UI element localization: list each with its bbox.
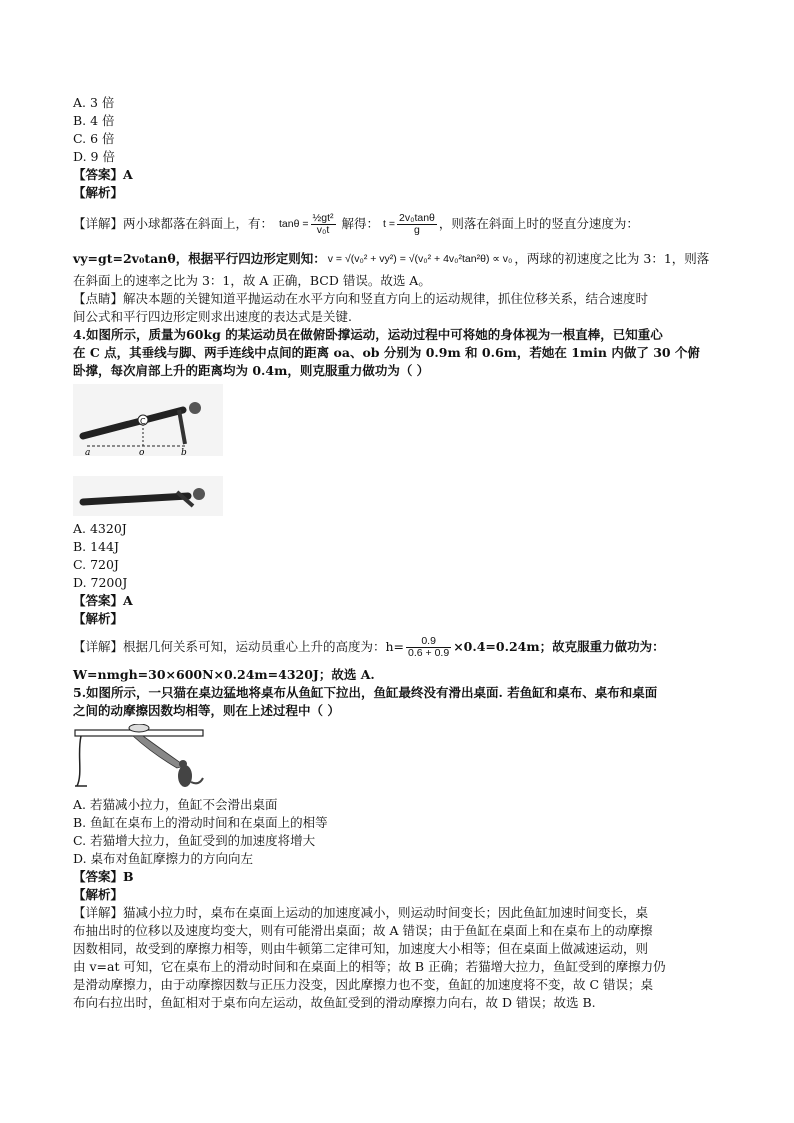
q4-fraction-den: 0.6 + 0.9 [408,646,450,659]
q3-formula2-den: g [414,223,420,236]
q3-detail-pre: 【详解】两小球都落在斜面上，有： [73,216,274,231]
q3-line2-formula: v = √(v₀² + vy²) = √(v₀² + 4v₀²tan²θ) ∝ v₀ [327,253,513,265]
q5-detail-line4: 由 v=at 可知，它在桌布上的滑动时间和在桌面上的相等；故 B 正确；若猫增大拉力，鱼缸受到的摩擦力仍 [73,959,666,974]
cat-table-illustration [73,724,213,792]
document-page [73,94,723,1012]
q4-answer: 【答案】A [73,593,133,608]
q4-fraction-num: 0.9 [406,636,451,648]
q3-solve-label: 解得： [341,216,380,231]
label-o: o [139,448,145,458]
q4-option-c[interactable]: C. 720J [73,557,119,572]
label-a: a [85,448,91,458]
q4-option-a[interactable]: A. 4320J [73,521,127,536]
cat-body [178,765,192,787]
cat-head [179,760,187,768]
q4-detail-line2: W=nmgh=30×600N×0.24m=4320J；故选 A. [73,667,375,682]
tablecloth [133,736,185,768]
q3-analysis-heading: 【解析】 [73,185,124,200]
q5-analysis-heading: 【解析】 [73,887,124,902]
q5-option-b[interactable]: B. 鱼缸在桌布上的滑动时间和在桌面上的相等 [73,815,328,830]
q3-option-d[interactable]: D. 9 倍 [73,149,115,164]
q5-detail-line6: 布向右拉出时，鱼缸相对于桌布向左运动，故鱼缸受到的滑动摩擦力向右，故 D 错误；故选 B. [73,995,596,1010]
q5-detail-line2: 布抽出时的位移以及速度均变大，则有可能滑出桌面；故 A 错误；由于鱼缸在桌面上和在桌布上的动摩擦 [73,923,653,938]
q5-cat-figure [73,724,213,792]
q3-formula1-lhs: tanθ = [279,218,309,230]
fish-tank [129,724,149,732]
q3-detail-mid: ，则落在斜面上时的竖直分速度为： [438,216,639,231]
q3-formula2-fraction [397,213,437,236]
q5-detail-line5: 是滑动摩擦力，由于动摩擦因数与正压力没变，因此摩擦力也不变，鱼缸的加速度将不变，故 C 错误；桌 [73,977,654,992]
label-b: b [181,448,187,458]
q4-height-fraction [406,636,451,659]
table-leg-left [77,736,81,786]
q5-option-c[interactable]: C. 若猫增大拉力，鱼缸受到的加速度将增大 [73,833,316,848]
pushup-bottom-head [193,488,205,500]
q3-formula1-fraction [311,213,336,236]
q5-detail-line1: 【详解】猫减小拉力时，桌布在桌面上运动的加速度减小，则运动时间变长；因此鱼缸加速时间变长，桌 [73,905,649,920]
q3-option-c[interactable]: C. 6 倍 [73,131,115,146]
q4-detail-line1 [73,628,723,666]
q5-stem-line2: 之间的动摩擦因数均相等，则在上述过程中（ ） [73,703,340,718]
q4-detail-pre: 【详解】根据几何关系可知，运动员重心上升的高度为：h= [73,639,405,654]
q3-option-a[interactable]: A. 3 倍 [73,95,115,110]
q3-option-b[interactable]: B. 4 倍 [73,113,115,128]
q5-stem-line1: 5.如图所示，一只猫在桌边猛地将桌布从鱼缸下拉出，鱼缸最终没有滑出桌面. 若鱼缸和桌布、桌布和桌面 [73,685,658,700]
q3-detail-line3: 在斜面上的速率之比为 3：1，故 A 正确，BCD 错误。故选 A。 [73,273,431,288]
q3-formula1-den: v₀t [316,223,330,236]
q4-detail-post: ×0.4=0.24m；故克服重力做功为： [453,639,665,654]
q5-option-a[interactable]: A. 若猫减小拉力，鱼缸不会滑出桌面 [73,797,278,812]
label-c: C [140,417,146,426]
q3-line2-b: ，两球的初速度之比为 3：1，则落 [514,251,710,266]
q4-stem-line1: 4.如图所示，质量为60kg 的某运动员在做俯卧撑运动，运动过程中可将她的身体视为一根直棒，已知重心 [73,327,663,342]
q3-answer: 【答案】A [73,167,133,182]
q3-formula2-lhs: t = [383,218,396,230]
q4-pushup-figure [73,384,223,516]
q4-stem-line3: 卧撑，每次肩部上升的距离均为 0.4m，则克服重力做功为（ ） [73,363,430,378]
q4-option-d[interactable]: D. 7200J [73,575,128,590]
pushup-top-head [189,402,201,414]
pushup-illustration [73,384,223,516]
q5-detail-line3: 因数相同，故受到的摩擦力相等，则由牛顿第二定律可知，加速度大小相等；但在桌面上做减速运动，则 [73,941,649,956]
q5-option-d[interactable]: D. 桌布对鱼缸摩擦力的方向向左 [73,851,254,866]
q5-answer: 【答案】B [73,869,134,884]
q3-detail-line2 [73,246,723,272]
q3-tip-line1: 【点睛】解决本题的关键知道平抛运动在水平方向和竖直方向上的运动规律，抓住位移关系，结合速度时 [73,291,649,306]
cat-tail [191,778,203,783]
q4-stem-line2: 在 C 点，其垂线与脚、两手连线中点间的距离 oa、ob 分别为 0.9m 和 0.6m，若她在 1min 内做了 30 个俯 [73,345,700,360]
q3-formula2-num: 2v₀tanθ [399,211,435,224]
q4-option-b[interactable]: B. 144J [73,539,120,554]
q3-tip-line2: 间公式和平行四边形定则求出速度的表达式是关键. [73,309,352,324]
q3-line2-a: vy=gt=2v₀tanθ，根据平行四边形定则知： [73,251,326,266]
q3-formula1-num: ½gt² [312,211,334,224]
q3-detail-line1 [73,202,723,246]
q4-analysis-heading: 【解析】 [73,611,124,626]
